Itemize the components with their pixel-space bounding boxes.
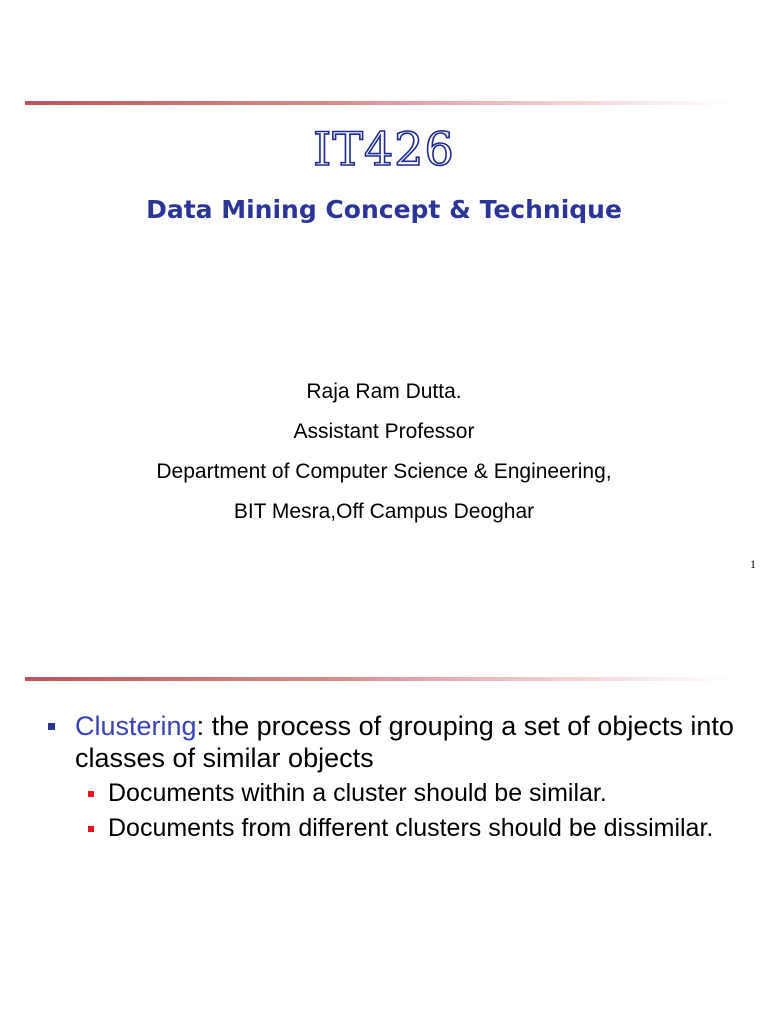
author-name: Raja Ram Dutta. (306, 380, 462, 403)
course-code: IT426 (313, 122, 455, 176)
square-bullet-icon (48, 723, 55, 730)
list-item (75, 778, 744, 809)
list-item (44, 710, 744, 844)
title-divider-line (25, 101, 735, 105)
author-block (0, 372, 768, 532)
square-bullet-icon (88, 826, 94, 832)
bullet-definition: : the process of grouping a set of objects into classes of similar objects (75, 711, 734, 773)
square-bullet-icon (88, 791, 94, 797)
author-institution: BIT Mesra,Off Campus Deoghar (233, 500, 535, 523)
author-department: Department of Computer Science & Engineering, (156, 460, 612, 483)
sub-bullet-text: Documents within a cluster should be similar. (108, 779, 607, 807)
sub-bullet-list (75, 778, 744, 844)
author-position: Assistant Professor (293, 420, 475, 443)
bullet-term: Clustering (75, 711, 197, 741)
bullet-list (44, 710, 744, 848)
slide-2 (0, 640, 768, 1024)
title-divider-line (25, 677, 735, 681)
course-title: Data Mining Concept & Technique (146, 195, 622, 224)
list-item (75, 813, 744, 844)
page-number: 1 (750, 557, 756, 571)
sub-bullet-text: Documents from different clusters should be dissimilar. (108, 814, 714, 842)
